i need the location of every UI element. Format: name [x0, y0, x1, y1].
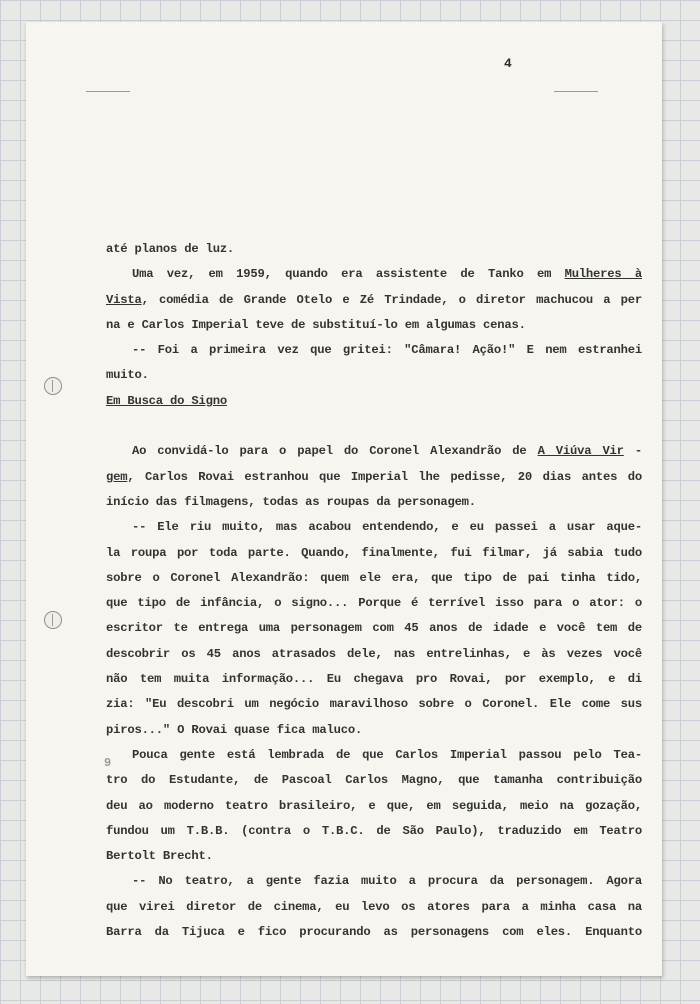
- text-line: Uma vez, em 1959, quando era assistente de Tanko em Mulheres à: [132, 267, 642, 282]
- text-line: início das filmagens, todas as roupas da personagem.: [106, 494, 476, 509]
- text-line: -- Foi a primeira vez que gritei: "Câmara! Ação!" E nem estranhei: [132, 343, 642, 358]
- punch-hole-bottom: [44, 611, 62, 629]
- text-line: -- Ele riu muito, mas acabou entendendo, e eu passei a usar aque-: [132, 520, 642, 535]
- body-text: [106, 237, 642, 945]
- text-line: sobre o Coronel Alexandrão: quem ele era, que tipo de pai tinha tido,: [106, 570, 642, 585]
- text-line: Pouca gente está lembrada de que Carlos Imperial passou pelo Tea-: [132, 747, 642, 762]
- punch-hole-top: [44, 377, 62, 395]
- section-heading: Em Busca do Signo: [106, 393, 227, 408]
- margin-note: 9: [104, 756, 112, 770]
- text-line: Vista, comédia de Grande Otelo e Zé Trindade, o diretor machucou a per: [106, 292, 642, 307]
- text-line: que virei diretor de cinema, eu levo os atores para a minha casa na: [106, 899, 642, 914]
- text-line: Barra da Tijuca e fico procurando as personagens com eles. Enquanto: [106, 925, 642, 940]
- margin-mark-right: [554, 91, 598, 92]
- text-line: não tem muita informação... Eu chegava pro Rovai, por exemplo, e di: [106, 672, 642, 687]
- underlined-title: gem: [106, 469, 128, 484]
- margin-mark-left: [86, 91, 130, 92]
- text-line: descobrir os 45 anos atrasados dele, nas entrelinhas, e às vezes você: [106, 646, 642, 661]
- blank-line: [106, 414, 642, 439]
- page-number: 4: [504, 56, 512, 71]
- text-line: muito.: [106, 368, 149, 383]
- underlined-title: A Viúva Vir: [537, 444, 624, 459]
- typewritten-page: [26, 22, 662, 976]
- text-line: Ao convidá-lo para o papel do Coronel Alexandrão de A Viúva Vir -: [132, 444, 642, 459]
- underlined-title: Mulheres à: [564, 267, 642, 282]
- underlined-title: Vista: [106, 292, 142, 307]
- text-line: deu ao moderno teatro brasileiro, e que, em seguida, meio na gozação,: [106, 798, 642, 813]
- text-line: na e Carlos Imperial teve de substituí-lo em algumas cenas.: [106, 317, 526, 332]
- text-line: tro do Estudante, de Pascoal Carlos Magno, que tamanha contribuição: [106, 773, 642, 788]
- text-line: que tipo de infância, o signo... Porque é terrível isso para o ator: o: [106, 596, 642, 611]
- text-line: fundou um T.B.B. (contra o T.B.C. de São Paulo), traduzido em Teatro: [106, 823, 642, 838]
- text-line: piros..." O Rovai quase fica maluco.: [106, 722, 363, 737]
- text-line: la roupa por toda parte. Quando, finalmente, fui filmar, já sabia tudo: [106, 545, 642, 560]
- text-line: escritor te entrega uma personagem com 45 anos de idade e você tem de: [106, 621, 642, 636]
- text-line: Bertolt Brecht.: [106, 849, 213, 864]
- text-line: gem, Carlos Rovai estranhou que Imperial lhe pedisse, 20 dias antes do: [106, 469, 642, 484]
- text-line: até planos de luz.: [106, 242, 235, 256]
- text-line: zia: "Eu descobri um negócio maravilhoso sobre o Coronel. Ele come sus: [106, 697, 642, 712]
- text-line: -- No teatro, a gente fazia muito a procura da personagem. Agora: [132, 874, 642, 889]
